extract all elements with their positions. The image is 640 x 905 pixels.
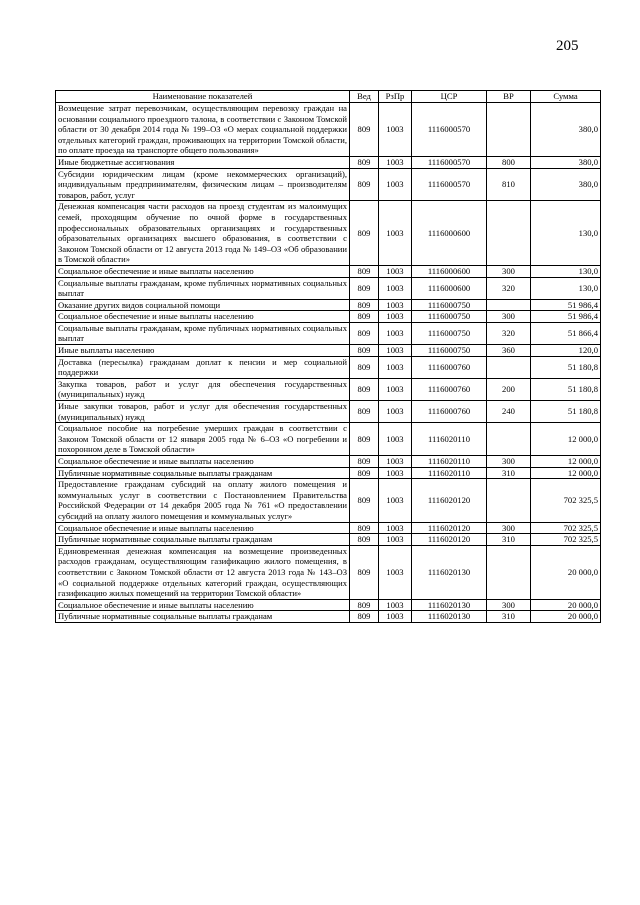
table-row <box>56 456 601 468</box>
cell-csr: 1116000760 <box>412 378 487 400</box>
cell-sum: 51 180,8 <box>531 378 601 400</box>
cell-vr: 310 <box>487 534 531 546</box>
table-row <box>56 265 601 277</box>
cell-ved: 809 <box>350 378 379 400</box>
cell-ved: 809 <box>350 522 379 534</box>
cell-rzpr: 1003 <box>379 479 412 522</box>
cell-ved: 809 <box>350 156 379 168</box>
cell-ved: 809 <box>350 423 379 456</box>
table-row <box>56 378 601 400</box>
table-row <box>56 545 601 599</box>
cell-vr <box>487 479 531 522</box>
cell-ved: 809 <box>350 311 379 323</box>
cell-csr: 1116000600 <box>412 277 487 299</box>
table-row <box>56 322 601 344</box>
table-row <box>56 423 601 456</box>
cell-csr: 1116020110 <box>412 423 487 456</box>
cell-ved: 809 <box>350 467 379 479</box>
cell-ved: 809 <box>350 103 379 157</box>
cell-rzpr: 1003 <box>379 103 412 157</box>
cell-vr: 310 <box>487 467 531 479</box>
cell-sum: 51 986,4 <box>531 311 601 323</box>
cell-sum: 702 325,5 <box>531 479 601 522</box>
cell-name: Социальное обеспечение и иные выплаты населению <box>56 456 350 468</box>
cell-sum: 12 000,0 <box>531 456 601 468</box>
cell-sum: 380,0 <box>531 103 601 157</box>
cell-ved: 809 <box>350 322 379 344</box>
cell-ved: 809 <box>350 299 379 311</box>
cell-ved: 809 <box>350 534 379 546</box>
table-row <box>56 599 601 611</box>
cell-vr: 320 <box>487 322 531 344</box>
cell-name: Социальное обеспечение и иные выплаты населению <box>56 265 350 277</box>
cell-sum: 51 866,4 <box>531 322 601 344</box>
cell-name: Доставка (пересылка) гражданам доплат к пенсии и мер социальной поддержки <box>56 356 350 378</box>
cell-sum: 130,0 <box>531 201 601 266</box>
table-row <box>56 277 601 299</box>
cell-csr: 1116000750 <box>412 322 487 344</box>
cell-sum: 702 325,5 <box>531 522 601 534</box>
cell-csr: 1116020130 <box>412 599 487 611</box>
cell-sum: 380,0 <box>531 168 601 201</box>
cell-rzpr: 1003 <box>379 522 412 534</box>
cell-vr: 320 <box>487 277 531 299</box>
table-row <box>56 103 601 157</box>
cell-vr: 300 <box>487 265 531 277</box>
table-row <box>56 479 601 522</box>
cell-ved: 809 <box>350 277 379 299</box>
cell-rzpr: 1003 <box>379 201 412 266</box>
cell-csr: 1116000570 <box>412 156 487 168</box>
header-csr: ЦСР <box>412 91 487 103</box>
page-number: 205 <box>556 38 579 54</box>
cell-csr: 1116000570 <box>412 103 487 157</box>
cell-ved: 809 <box>350 356 379 378</box>
cell-rzpr: 1003 <box>379 299 412 311</box>
cell-rzpr: 1003 <box>379 356 412 378</box>
cell-csr: 1116000600 <box>412 265 487 277</box>
cell-name: Иные закупки товаров, работ и услуг для обеспечения государственных (муниципальных) нужд <box>56 401 350 423</box>
cell-sum: 51 180,8 <box>531 356 601 378</box>
cell-csr: 1116020120 <box>412 522 487 534</box>
cell-name: Оказание других видов социальной помощи <box>56 299 350 311</box>
cell-csr: 1116000750 <box>412 311 487 323</box>
cell-rzpr: 1003 <box>379 265 412 277</box>
cell-sum: 130,0 <box>531 265 601 277</box>
cell-vr: 300 <box>487 311 531 323</box>
cell-sum: 130,0 <box>531 277 601 299</box>
cell-name: Социальные выплаты гражданам, кроме публичных нормативных социальных выплат <box>56 277 350 299</box>
cell-vr <box>487 299 531 311</box>
cell-name: Публичные нормативные социальные выплаты гражданам <box>56 467 350 479</box>
budget-table <box>55 90 601 623</box>
cell-ved: 809 <box>350 345 379 357</box>
cell-vr: 300 <box>487 522 531 534</box>
cell-rzpr: 1003 <box>379 423 412 456</box>
cell-csr: 1116000760 <box>412 401 487 423</box>
table-row <box>56 401 601 423</box>
cell-ved: 809 <box>350 479 379 522</box>
cell-csr: 1116020110 <box>412 467 487 479</box>
table-row <box>56 168 601 201</box>
header-ved: Вед <box>350 91 379 103</box>
cell-vr: 310 <box>487 611 531 623</box>
cell-rzpr: 1003 <box>379 156 412 168</box>
cell-rzpr: 1003 <box>379 611 412 623</box>
cell-rzpr: 1003 <box>379 378 412 400</box>
cell-vr: 200 <box>487 378 531 400</box>
table-row <box>56 611 601 623</box>
cell-csr: 1116020110 <box>412 456 487 468</box>
header-name: Наименование показателей <box>56 91 350 103</box>
cell-sum: 20 000,0 <box>531 611 601 623</box>
cell-name: Субсидии юридическим лицам (кроме некоммерческих организаций), индивидуальным предпринимателям, физическим лицам – производителям товаров, работ, услуг <box>56 168 350 201</box>
cell-sum: 12 000,0 <box>531 423 601 456</box>
cell-rzpr: 1003 <box>379 534 412 546</box>
header-rzpr: РзПр <box>379 91 412 103</box>
cell-csr: 1116020120 <box>412 534 487 546</box>
cell-vr <box>487 201 531 266</box>
cell-sum: 51 180,8 <box>531 401 601 423</box>
table-row <box>56 299 601 311</box>
cell-ved: 809 <box>350 168 379 201</box>
cell-vr <box>487 356 531 378</box>
cell-vr: 810 <box>487 168 531 201</box>
cell-rzpr: 1003 <box>379 311 412 323</box>
cell-vr <box>487 103 531 157</box>
table-row <box>56 356 601 378</box>
cell-ved: 809 <box>350 265 379 277</box>
table-body <box>56 103 601 623</box>
cell-name: Публичные нормативные социальные выплаты гражданам <box>56 611 350 623</box>
cell-csr: 1116000570 <box>412 168 487 201</box>
cell-vr: 300 <box>487 599 531 611</box>
cell-sum: 702 325,5 <box>531 534 601 546</box>
cell-ved: 809 <box>350 599 379 611</box>
table-row <box>56 201 601 266</box>
cell-csr: 1116020120 <box>412 479 487 522</box>
cell-csr: 1116000750 <box>412 345 487 357</box>
cell-rzpr: 1003 <box>379 401 412 423</box>
cell-vr: 300 <box>487 456 531 468</box>
cell-vr: 800 <box>487 156 531 168</box>
cell-ved: 809 <box>350 545 379 599</box>
cell-sum: 51 986,4 <box>531 299 601 311</box>
cell-ved: 809 <box>350 201 379 266</box>
cell-name: Возмещение затрат перевозчикам, осуществляющим перевозку граждан на основании социального проездного талона, в соответствии с Законом Томской области от 30 декабря 2014 года № 199–ОЗ «О мерах социальной поддержки отдельных категорий граждан, проживающих на территории Томской области, по оплате проезда на транспорте общего пользования» <box>56 103 350 157</box>
cell-csr: 1116020130 <box>412 611 487 623</box>
cell-name: Предоставление гражданам субсидий на оплату жилого помещения и коммунальных услуг в соответствии с Постановлением Правительства Российской Федерации от 14 декабря 2005 года № 761 «О предоставлении субсидий на оплату жилого помещения и коммунальных услуг» <box>56 479 350 522</box>
cell-csr: 1116020130 <box>412 545 487 599</box>
cell-vr: 360 <box>487 345 531 357</box>
cell-csr: 1116000760 <box>412 356 487 378</box>
cell-rzpr: 1003 <box>379 599 412 611</box>
cell-sum: 12 000,0 <box>531 467 601 479</box>
cell-ved: 809 <box>350 401 379 423</box>
cell-rzpr: 1003 <box>379 277 412 299</box>
table-row <box>56 345 601 357</box>
cell-name: Социальные выплаты гражданам, кроме публичных нормативных социальных выплат <box>56 322 350 344</box>
table-row <box>56 156 601 168</box>
cell-rzpr: 1003 <box>379 456 412 468</box>
cell-sum: 380,0 <box>531 156 601 168</box>
cell-sum: 120,0 <box>531 345 601 357</box>
cell-name: Закупка товаров, работ и услуг для обеспечения государственных (муниципальных) нужд <box>56 378 350 400</box>
table-header-row <box>56 91 601 103</box>
cell-name: Социальное обеспечение и иные выплаты населению <box>56 599 350 611</box>
table-row <box>56 311 601 323</box>
cell-ved: 809 <box>350 611 379 623</box>
cell-vr <box>487 423 531 456</box>
cell-vr: 240 <box>487 401 531 423</box>
cell-name: Денежная компенсация части расходов на проезд студентам из малоимущих семей, проходящим обучение по очной форме в государственных профессиональных образовательных организациях и государственных образовательных организациях высшего образования, в соответствии с Законом Томской области от 12 августа 2013 года № 149–ОЗ «Об образовании в Томской области» <box>56 201 350 266</box>
cell-name: Иные бюджетные ассигнования <box>56 156 350 168</box>
cell-sum: 20 000,0 <box>531 599 601 611</box>
table-row <box>56 522 601 534</box>
cell-name: Публичные нормативные социальные выплаты гражданам <box>56 534 350 546</box>
cell-name: Социальное обеспечение и иные выплаты населению <box>56 311 350 323</box>
cell-vr <box>487 545 531 599</box>
cell-rzpr: 1003 <box>379 168 412 201</box>
cell-name: Социальное обеспечение и иные выплаты населению <box>56 522 350 534</box>
cell-rzpr: 1003 <box>379 545 412 599</box>
table-row <box>56 467 601 479</box>
cell-rzpr: 1003 <box>379 322 412 344</box>
cell-name: Социальное пособие на погребение умерших граждан в соответствии с Законом Томской области от 12 января 2005 года № 6–ОЗ «О погребении и похоронном деле в Томской области» <box>56 423 350 456</box>
cell-sum: 20 000,0 <box>531 545 601 599</box>
cell-csr: 1116000750 <box>412 299 487 311</box>
header-vr: ВР <box>487 91 531 103</box>
cell-ved: 809 <box>350 456 379 468</box>
cell-name: Иные выплаты населению <box>56 345 350 357</box>
table-row <box>56 534 601 546</box>
cell-csr: 1116000600 <box>412 201 487 266</box>
cell-rzpr: 1003 <box>379 467 412 479</box>
header-sum: Сумма <box>531 91 601 103</box>
cell-name: Единовременная денежная компенсация на возмещение произведенных расходов гражданам, осуществляющим газификацию жилого помещения, в соответствии с Законом Томской области от 12 августа 2013 года № 143–ОЗ «О социальной поддержке отдельных категорий граждан, осуществляющих газификацию жилых помещений на территории Томской области» <box>56 545 350 599</box>
cell-rzpr: 1003 <box>379 345 412 357</box>
